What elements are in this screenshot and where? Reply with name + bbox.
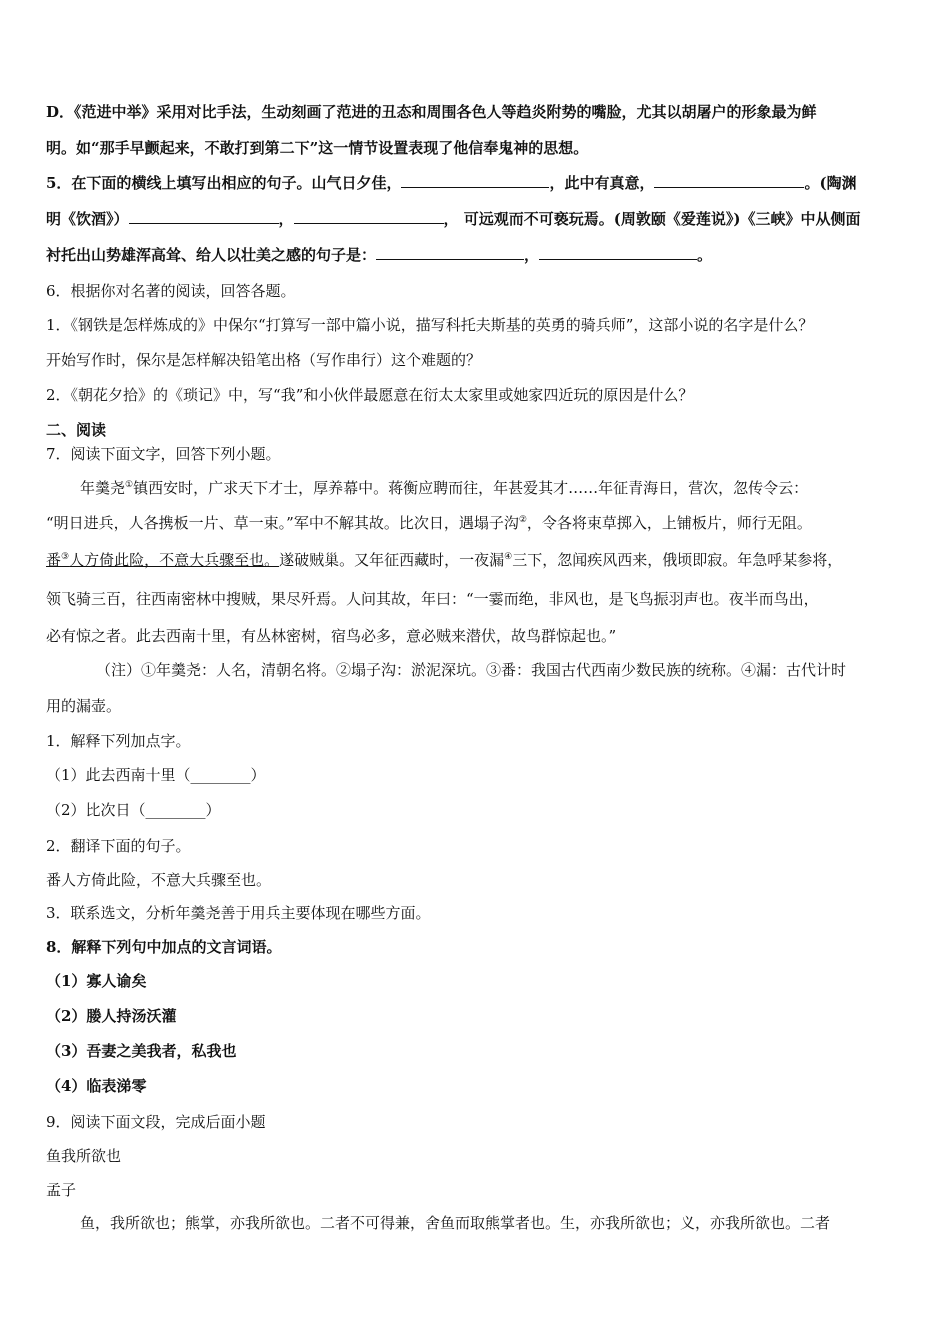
q9-passage-author: 孟子 xyxy=(46,1181,77,1199)
q7-sub1: 1．解释下列加点字。 xyxy=(46,732,191,750)
q7-p3-text-a: 番 xyxy=(46,551,62,569)
q7-p2-text-b: ，令各将束草掷入，上铺板片，师行无阻。 xyxy=(526,514,812,532)
q6-sub1-line1: 1．《钢铁是怎样炼成的》中保尔“打算写一部中篇小说，描写科托夫斯基的英勇的骑兵师”，这部小说的名字是什么？ xyxy=(46,316,814,334)
q5-text-d: 明《饮酒》） xyxy=(46,210,129,228)
q5-blank-2[interactable] xyxy=(654,173,804,188)
q5-blank-1[interactable] xyxy=(401,173,549,188)
q7-passage-line1 xyxy=(80,478,916,498)
q7-passage-line2 xyxy=(46,513,916,533)
q7-stem: 7．阅读下面文字，回答下列小题。 xyxy=(46,445,281,463)
q7-sub1-item1: （1）此去西南十里（________） xyxy=(46,766,266,784)
q7-p3-text-b: 人方倚此险，不意大兵骤至也。 xyxy=(69,551,280,569)
q5-line3 xyxy=(46,245,916,265)
q5-text-i: 。 xyxy=(697,246,713,264)
q5-text-c: 。(陶渊 xyxy=(804,174,857,192)
q7-notes-line1: （注）①年羹尧：人名，清朝名将。②塌子沟：淤泥深坑。③番：我国古代西南少数民族的统称。④漏：古代计时 xyxy=(96,661,847,679)
q8-item4: （4）临表涕零 xyxy=(46,1077,147,1095)
q4-option-d-line1: D．《范进中举》采用对比手法，生动刻画了范进的丑态和周围各色人等趋炎附势的嘴脸，尤其以胡屠户的形象最为鲜 xyxy=(46,103,817,121)
q5-line2 xyxy=(46,209,916,229)
q4-option-d-line2: 明。如“那手早颤起来，不敢打到第二下”这一情节设置表现了他信奉鬼神的思想。 xyxy=(46,139,589,157)
q5-blank-3[interactable] xyxy=(129,209,279,224)
q5-line1 xyxy=(46,173,916,193)
q6-sub2: 2．《朝花夕拾》的《琐记》中，写“我”和小伙伴最愿意在衍太太家里或她家四近玩的原因是什么？ xyxy=(46,386,694,404)
q7-sub1-item2: （2）比次日（________） xyxy=(46,801,221,819)
footnote-mark-2: ② xyxy=(518,515,527,525)
q7-sub2: 2．翻译下面的句子。 xyxy=(46,837,191,855)
q5-text-h: ， xyxy=(524,246,540,264)
q7-p3-text-c: 遂破贼巢。又年征西藏时，一夜漏 xyxy=(279,551,505,569)
q5-blank-4[interactable] xyxy=(294,209,444,224)
q8-item2: （2）媵人持汤沃灌 xyxy=(46,1007,177,1025)
q8-stem: 8．解释下列句中加点的文言词语。 xyxy=(46,938,282,956)
q7-sub3: 3．联系选文，分析年羹尧善于用兵主要体现在哪些方面。 xyxy=(46,904,431,922)
q7-underlined-sentence xyxy=(46,551,279,569)
q8-item3: （3）吾妻之美我者，私我也 xyxy=(46,1042,237,1060)
q7-sub2-sentence: 番人方倚此险，不意大兵骤至也。 xyxy=(46,871,272,889)
q6-sub1-line2: 开始写作时，保尔是怎样解决铅笔出格（写作串行）这个难题的？ xyxy=(46,351,482,369)
footnote-mark-3: ③ xyxy=(61,552,70,562)
q7-notes-line2: 用的漏壶。 xyxy=(46,697,122,715)
q7-passage-line4: 领飞骑三百，往西南密林中搜贼，果尽歼焉。人问其故，年曰：“一霎而绝，非风也，是飞鸟振羽声也。夜半而鸟出， xyxy=(46,590,819,608)
q9-stem: 9．阅读下面文段，完成后面小题 xyxy=(46,1113,266,1131)
q9-passage-title: 鱼我所欲也 xyxy=(46,1147,122,1165)
q7-p2-text-a: “明日进兵，人各携板一片、草一束。”军中不解其故。比次日，遇塌子沟 xyxy=(46,514,519,532)
q9-passage-line1: 鱼，我所欲也；熊掌，亦我所欲也。二者不可得兼，舍鱼而取熊掌者也。生，亦我所欲也；义，亦我所欲也。二者 xyxy=(80,1214,831,1232)
q7-passage-line3 xyxy=(46,550,916,570)
section-heading-reading: 二、阅读 xyxy=(46,421,107,439)
q7-passage-line5: 必有惊之者。此去西南十里，有丛林密树，宿鸟必多，意必贼来潜伏，故鸟群惊起也。” xyxy=(46,627,617,645)
footnote-mark-1: ① xyxy=(125,480,134,490)
q7-p1-text-a: 年羹尧 xyxy=(80,479,126,497)
q5-text-f: ， 可远观而不可亵玩焉。(周敦颐《爱莲说》)《三峡》中从侧面 xyxy=(443,210,861,228)
q5-blank-5[interactable] xyxy=(376,245,524,260)
q5-text-e: ， xyxy=(278,210,294,228)
q5-text-b: ，此中有真意， xyxy=(549,174,655,192)
q5-blank-6[interactable] xyxy=(539,245,697,260)
q7-p1-text-b: 镇西安时，广求天下才士，厚养幕中。蒋衡应聘而往，年甚爱其才……年征青海日，营次，忽传令云： xyxy=(133,479,809,497)
q5-text-a: 5．在下面的横线上填写出相应的句子。山气日夕佳， xyxy=(46,174,402,192)
footnote-mark-4: ④ xyxy=(504,552,513,562)
q5-text-g: 衬托出山势雄浑高耸、给人以壮美之感的句子是： xyxy=(46,246,377,264)
q7-p3-text-d: 三下，忽闻疾风西来，俄顷即寂。年急呼某参将， xyxy=(512,551,843,569)
q6-stem: 6．根据你对名著的阅读，回答各题。 xyxy=(46,282,296,300)
q8-item1: （1）寡人谕矣 xyxy=(46,972,147,990)
